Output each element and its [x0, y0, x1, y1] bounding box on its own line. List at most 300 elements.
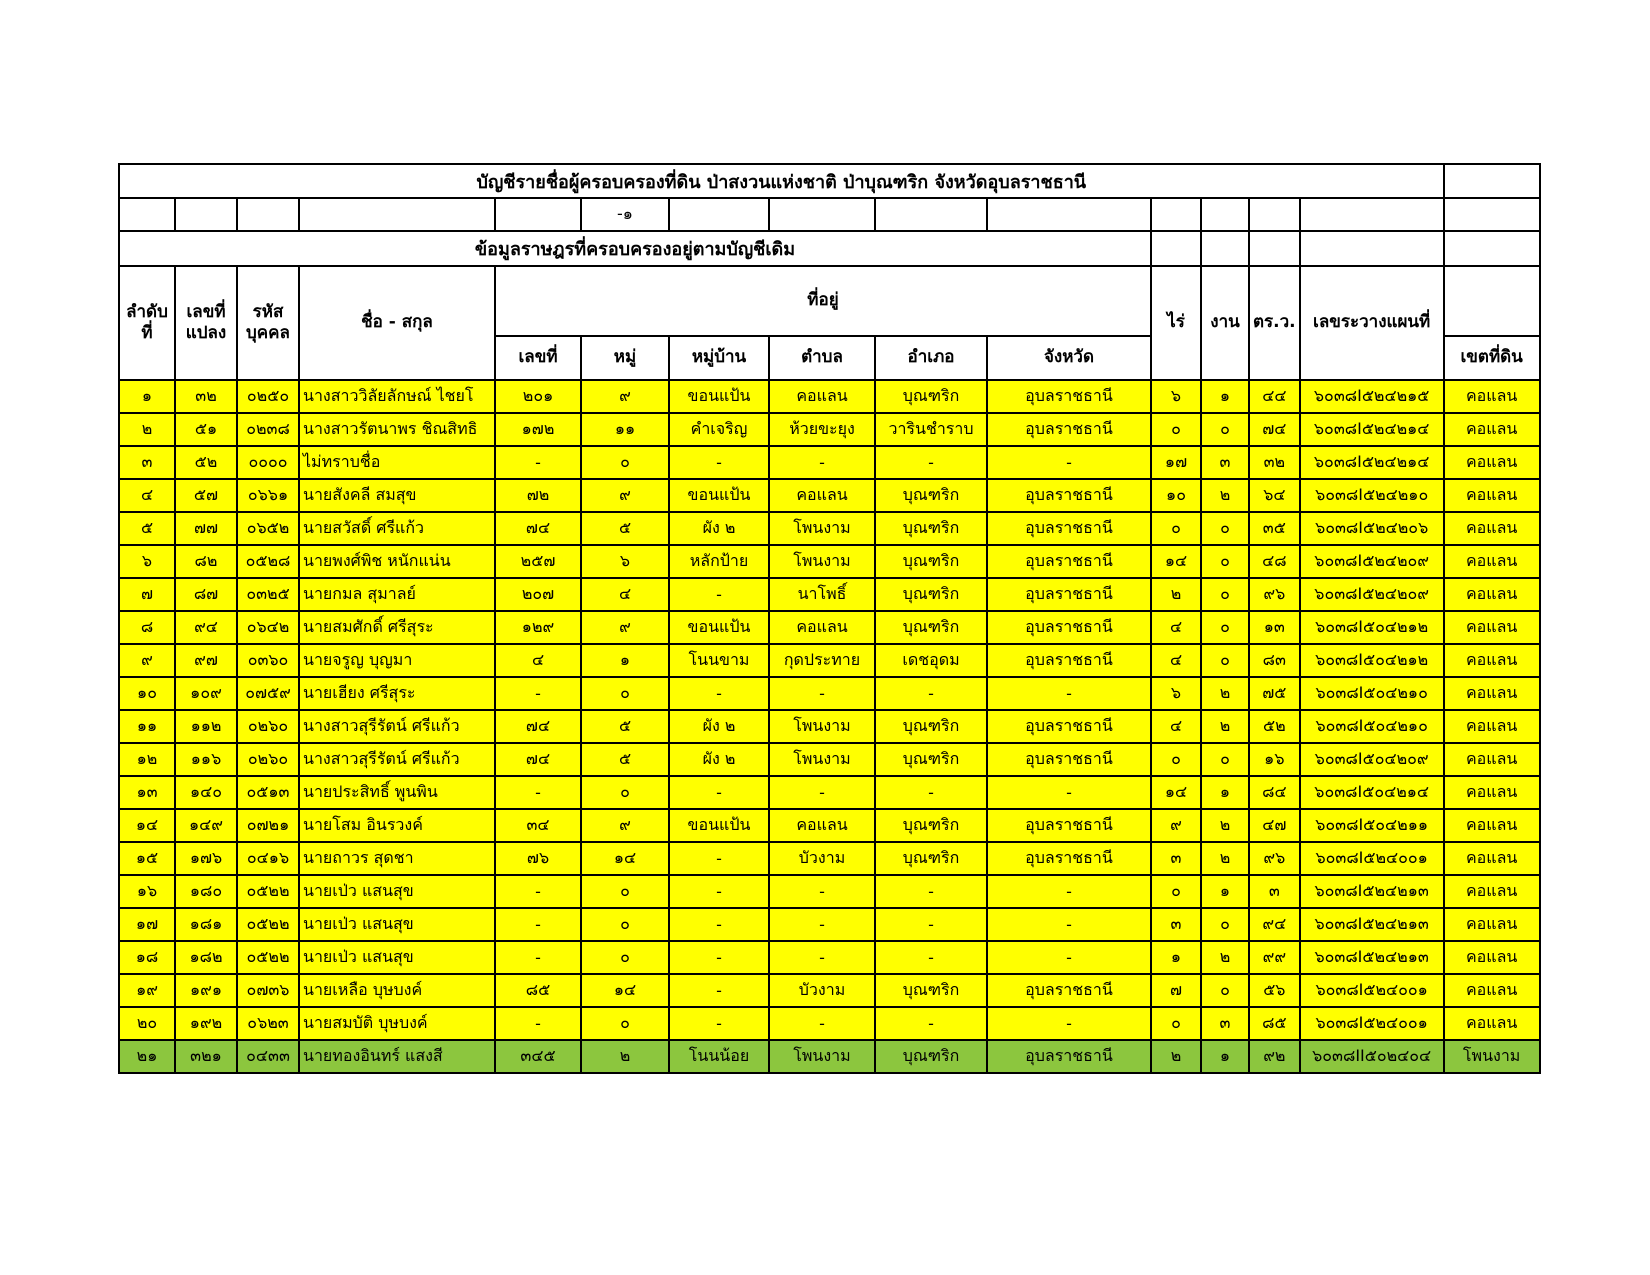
header-amphoe: อำเภอ — [875, 336, 987, 380]
cell: ๗๔ — [495, 512, 581, 545]
land-holders-table — [118, 163, 1541, 1074]
cell: นายเป่ว แสนสุข — [299, 908, 495, 941]
cell: ๔ — [1151, 710, 1201, 743]
cell: คอแลน — [1444, 578, 1540, 611]
cell: - — [769, 446, 875, 479]
cell: อุบลราชธานี — [987, 578, 1151, 611]
cell: ๙๔ — [175, 611, 237, 644]
cell: ๕๗ — [175, 479, 237, 512]
cell: บุณฑริก — [875, 545, 987, 578]
cell: ๖๐๓๘I๕๒๔๐๐๑ — [1300, 1007, 1444, 1040]
cell: ๒ — [1201, 941, 1249, 974]
cell: ๙ — [581, 611, 669, 644]
cell: ๑๒ — [119, 743, 175, 776]
cell: - — [495, 875, 581, 908]
cell: ๔ — [119, 479, 175, 512]
cell: ๒ — [1151, 1040, 1201, 1073]
cell: ๑๗๒ — [495, 413, 581, 446]
cell: - — [769, 776, 875, 809]
cell: ๗ — [1151, 974, 1201, 1007]
cell: ๖๐๓๘I๕๒๔๒๑๐ — [1300, 479, 1444, 512]
cell: นางสาวรัตนาพร ชิณสิทธิ — [299, 413, 495, 446]
cell: ๑๔๐ — [175, 776, 237, 809]
cell: ๔๘ — [1249, 545, 1300, 578]
cell: ขอนแป้น — [669, 611, 769, 644]
cell: ๑๔ — [119, 809, 175, 842]
cell: ๐๕๒๒ — [237, 941, 299, 974]
table-row — [119, 545, 1540, 578]
cell: - — [495, 941, 581, 974]
cell: ไม่ทราบชื่อ — [299, 446, 495, 479]
cell: คอแลน — [1444, 611, 1540, 644]
cell: อุบลราชธานี — [987, 479, 1151, 512]
cell: ๒๕๗ — [495, 545, 581, 578]
cell: นายถาวร สุดชา — [299, 842, 495, 875]
cell: ๓ — [1201, 446, 1249, 479]
cell: ๘๒ — [175, 545, 237, 578]
cell: คอแลน — [769, 479, 875, 512]
cell: - — [875, 875, 987, 908]
cell: - — [495, 446, 581, 479]
cell: อุบลราชธานี — [987, 413, 1151, 446]
cell: ๐๕๑๓ — [237, 776, 299, 809]
document-page — [118, 163, 1541, 1074]
table-row — [119, 941, 1540, 974]
cell: ๗๗ — [175, 512, 237, 545]
table-body — [119, 380, 1540, 1073]
cell: ๑๔๙ — [175, 809, 237, 842]
cell: ๑ — [1201, 776, 1249, 809]
cell: - — [669, 578, 769, 611]
cell: ๗๔ — [1249, 413, 1300, 446]
section-header-row — [119, 231, 1540, 266]
cell: ๙๖ — [1249, 842, 1300, 875]
cell: ๗๕ — [1249, 677, 1300, 710]
cell: นายสมบัติ บุษบงค์ — [299, 1007, 495, 1040]
cell: ๖๐๓๘I๕๐๔๒๑๐ — [1300, 710, 1444, 743]
cell: - — [769, 908, 875, 941]
cell: อุบลราชธานี — [987, 1040, 1151, 1073]
header-name: ชื่อ - สกุล — [299, 266, 495, 380]
cell: ๐๕๒๒ — [237, 908, 299, 941]
cell: ๘๓ — [1249, 644, 1300, 677]
cell: คอแลน — [1444, 479, 1540, 512]
header-person-code: รหัสบุคคล — [237, 266, 299, 380]
cell: นายกมล สุมาลย์ — [299, 578, 495, 611]
cell: ๐ — [581, 875, 669, 908]
cell: ๕๒ — [1249, 710, 1300, 743]
cell: - — [669, 941, 769, 974]
page-marker: -๑ — [581, 198, 669, 231]
cell: ๔๔ — [1249, 380, 1300, 413]
cell: - — [495, 908, 581, 941]
cell: โพนงาม — [769, 1040, 875, 1073]
cell: ๗๒ — [495, 479, 581, 512]
table-row — [119, 611, 1540, 644]
cell: บุณฑริก — [875, 743, 987, 776]
cell: คำเจริญ — [669, 413, 769, 446]
cell: ๒๐ — [119, 1007, 175, 1040]
cell: - — [987, 677, 1151, 710]
cell: ๗๖ — [495, 842, 581, 875]
cell: ๐ — [1151, 413, 1201, 446]
cell: ๗ — [119, 578, 175, 611]
cell: ๐ — [581, 677, 669, 710]
cell: คอแลน — [1444, 446, 1540, 479]
cell: ๖๐๓๘I๕๒๔๒๑๓ — [1300, 941, 1444, 974]
title-row-spacer-cell — [1444, 164, 1540, 198]
header-parcel-no: เลขที่แปลง — [175, 266, 237, 380]
cell: นายเป่ว แสนสุข — [299, 875, 495, 908]
cell: ๒๐๗ — [495, 578, 581, 611]
cell: - — [769, 875, 875, 908]
cell: ๕๒ — [175, 446, 237, 479]
header-rai: ไร่ — [1151, 266, 1201, 380]
cell: ผัง ๒ — [669, 743, 769, 776]
cell: ๑๔ — [1151, 545, 1201, 578]
header-province: จังหวัด — [987, 336, 1151, 380]
cell: คอแลน — [1444, 842, 1540, 875]
cell: คอแลน — [1444, 809, 1540, 842]
cell: อุบลราชธานี — [987, 710, 1151, 743]
cell: - — [669, 908, 769, 941]
cell: ๑๖ — [119, 875, 175, 908]
cell: ๖๐๓๘I๕๒๔๒๑๓ — [1300, 908, 1444, 941]
cell: ๖๐๓๘I๕๒๔๒๑๔ — [1300, 446, 1444, 479]
cell: วารินชำราบ — [875, 413, 987, 446]
cell: ๐๒๖๐ — [237, 710, 299, 743]
cell: ผัง ๒ — [669, 710, 769, 743]
header-village: หมู่บ้าน — [669, 336, 769, 380]
cell: ๙๔ — [1249, 908, 1300, 941]
cell: นายสวัสดิ์ ศรีแก้ว — [299, 512, 495, 545]
cell: อุบลราชธานี — [987, 842, 1151, 875]
cell: คอแลน — [1444, 908, 1540, 941]
header-ngan: งาน — [1201, 266, 1249, 380]
cell: - — [987, 1007, 1151, 1040]
table-row — [119, 479, 1540, 512]
cell: บุณฑริก — [875, 479, 987, 512]
cell: ๐ — [1151, 512, 1201, 545]
cell: ๑๘ — [119, 941, 175, 974]
cell: นายเหลือ บุษบงค์ — [299, 974, 495, 1007]
cell: อุบลราชธานี — [987, 644, 1151, 677]
cell: ๑๘๑ — [175, 908, 237, 941]
cell: ๕ — [581, 710, 669, 743]
cell: คอแลน — [769, 380, 875, 413]
cell: ๐ — [581, 908, 669, 941]
cell: ๓๒ — [1249, 446, 1300, 479]
cell: คอแลน — [1444, 875, 1540, 908]
cell: ขอนแป้น — [669, 809, 769, 842]
cell: ผัง ๒ — [669, 512, 769, 545]
cell: คอแลน — [1444, 776, 1540, 809]
cell: ๕๖ — [1249, 974, 1300, 1007]
cell: ๖๐๓๘II๕๐๒๔๐๔ — [1300, 1040, 1444, 1073]
cell: โพนงาม — [769, 512, 875, 545]
table-row — [119, 578, 1540, 611]
header-moo: หมู่ — [581, 336, 669, 380]
cell: - — [495, 776, 581, 809]
cell: ๔ — [1151, 644, 1201, 677]
cell: บุณฑริก — [875, 974, 987, 1007]
cell: นายเฮียง ศรีสุระ — [299, 677, 495, 710]
cell: กุดประทาย — [769, 644, 875, 677]
cell: ขอนแป้น — [669, 380, 769, 413]
cell: นายทองอินทร์ แสงสี — [299, 1040, 495, 1073]
header-map-sheet: เลขระวางแผนที่ — [1300, 266, 1444, 380]
cell: โพนงาม — [769, 743, 875, 776]
table-row — [119, 743, 1540, 776]
cell: นางสาวสุรีรัตน์ ศรีแก้ว — [299, 710, 495, 743]
table-row — [119, 842, 1540, 875]
cell: ๑๑๒ — [175, 710, 237, 743]
cell: ๐๕๒๒ — [237, 875, 299, 908]
cell: ๙ — [581, 380, 669, 413]
table-row — [119, 446, 1540, 479]
cell: ๑๔ — [1151, 776, 1201, 809]
cell: ๘๕ — [1249, 1007, 1300, 1040]
cell: ๙ — [1151, 809, 1201, 842]
cell: นายพงศ์พิช หนักแน่น — [299, 545, 495, 578]
cell: ๓๔๕ — [495, 1040, 581, 1073]
cell: ๐ — [1201, 512, 1249, 545]
cell: โพนงาม — [769, 710, 875, 743]
cell: โนนน้อย — [669, 1040, 769, 1073]
cell: - — [875, 446, 987, 479]
cell: - — [495, 1007, 581, 1040]
cell: บุณฑริก — [875, 512, 987, 545]
cell: คอแลน — [769, 611, 875, 644]
cell: ๗๔ — [495, 710, 581, 743]
cell: คอแลน — [1444, 545, 1540, 578]
cell: ๑๔ — [581, 974, 669, 1007]
cell: ๓๕ — [1249, 512, 1300, 545]
cell: ๑๘๐ — [175, 875, 237, 908]
cell: อุบลราชธานี — [987, 743, 1151, 776]
cell: ๒๐๑ — [495, 380, 581, 413]
cell: หลักป้าย — [669, 545, 769, 578]
cell: ๐ — [581, 776, 669, 809]
cell: นายจรูญ บุญมา — [299, 644, 495, 677]
cell: ๑ — [1201, 380, 1249, 413]
cell: ๖๐๓๘I๕๒๔๒๐๙ — [1300, 578, 1444, 611]
cell: ๑๙๒ — [175, 1007, 237, 1040]
cell: ๓๒๑ — [175, 1040, 237, 1073]
cell: ๖๐๓๘I๕๐๔๒๑๐ — [1300, 677, 1444, 710]
cell: ๐๗๕๙ — [237, 677, 299, 710]
column-headers-main — [119, 266, 1540, 336]
cell: ๐ — [1151, 743, 1201, 776]
cell: อุบลราชธานี — [987, 611, 1151, 644]
cell: บุณฑริก — [875, 1040, 987, 1073]
cell: นางสาวสุรีรัตน์ ศรีแก้ว — [299, 743, 495, 776]
cell: อุบลราชธานี — [987, 380, 1151, 413]
cell: ๒ — [1201, 479, 1249, 512]
cell: ๐๓๒๕ — [237, 578, 299, 611]
cell: ๖๐๓๘I๕๒๔๒๑๔ — [1300, 413, 1444, 446]
cell: คอแลน — [1444, 941, 1540, 974]
page-number-row — [119, 198, 1540, 231]
cell: ๑ — [581, 644, 669, 677]
table-row — [119, 1040, 1540, 1073]
cell: โพนงาม — [1444, 1040, 1540, 1073]
cell: - — [875, 776, 987, 809]
cell: ๑๑๖ — [175, 743, 237, 776]
cell: ๐๖๖๑ — [237, 479, 299, 512]
cell: อุบลราชธานี — [987, 545, 1151, 578]
cell: ๖๐๓๘I๕๒๔๐๐๑ — [1300, 842, 1444, 875]
cell: ๑๐๙ — [175, 677, 237, 710]
cell: ๘๔ — [1249, 776, 1300, 809]
header-address-no: เลขที่ — [495, 336, 581, 380]
cell: คอแลน — [1444, 677, 1540, 710]
header-address-group: ที่อยู่ — [495, 266, 1151, 336]
cell: - — [669, 446, 769, 479]
cell: ๒ — [119, 413, 175, 446]
table-row — [119, 677, 1540, 710]
cell: ๒ — [1201, 842, 1249, 875]
cell: ๗๔ — [495, 743, 581, 776]
cell: ๑๒๙ — [495, 611, 581, 644]
cell: ๙๙ — [1249, 941, 1300, 974]
cell: ๑ — [119, 380, 175, 413]
cell: ๑๑ — [581, 413, 669, 446]
cell: นาโพธิ์ — [769, 578, 875, 611]
cell: คอแลน — [1444, 380, 1540, 413]
cell: ๘ — [119, 611, 175, 644]
cell: ๐ — [581, 446, 669, 479]
cell: ๑๖ — [1249, 743, 1300, 776]
cell: บัวงาม — [769, 842, 875, 875]
cell: โพนงาม — [769, 545, 875, 578]
cell: ๐ — [1201, 578, 1249, 611]
cell: ๖ — [1151, 677, 1201, 710]
header-land-zone: เขตที่ดิน — [1444, 336, 1540, 380]
cell: ๓ — [1201, 1007, 1249, 1040]
cell: ๕๑ — [175, 413, 237, 446]
cell: ๖ — [119, 545, 175, 578]
cell: ๐๔๑๖ — [237, 842, 299, 875]
cell: นายเป่ว แสนสุข — [299, 941, 495, 974]
cell: ๑๓ — [1249, 611, 1300, 644]
cell: บุณฑริก — [875, 380, 987, 413]
cell: ๑๙ — [119, 974, 175, 1007]
cell: ๙๒ — [1249, 1040, 1300, 1073]
cell: ๕ — [119, 512, 175, 545]
table-row — [119, 512, 1540, 545]
cell: - — [875, 677, 987, 710]
cell: - — [769, 941, 875, 974]
cell: ๐ — [1201, 908, 1249, 941]
cell: นางสาววิลัยลักษณ์ ไชยโ — [299, 380, 495, 413]
cell: อุบลราชธานี — [987, 974, 1151, 1007]
cell: ๖๐๓๘I๕๐๔๒๐๙ — [1300, 743, 1444, 776]
cell: ๖๐๓๘I๕๐๔๒๑๒ — [1300, 644, 1444, 677]
cell: คอแลน — [1444, 743, 1540, 776]
cell: ๖๐๓๘I๕๒๔๒๐๙ — [1300, 545, 1444, 578]
cell: ๐๒๕๐ — [237, 380, 299, 413]
cell: นายโสม อินรวงค์ — [299, 809, 495, 842]
cell: ๒ — [1151, 578, 1201, 611]
cell: ๙ — [581, 809, 669, 842]
cell: ๓๒ — [175, 380, 237, 413]
cell: ๔๗ — [1249, 809, 1300, 842]
cell: ๖ — [581, 545, 669, 578]
cell: ๐ — [1201, 413, 1249, 446]
cell: ๐๕๒๘ — [237, 545, 299, 578]
cell: ๔ — [495, 644, 581, 677]
cell: ๐๗๒๑ — [237, 809, 299, 842]
cell: ๔ — [1151, 611, 1201, 644]
cell: ๑ — [1201, 875, 1249, 908]
cell: - — [875, 908, 987, 941]
cell: ๑๗ — [1151, 446, 1201, 479]
cell: คอแลน — [769, 809, 875, 842]
cell: ๙ — [581, 479, 669, 512]
cell: ๘๗ — [175, 578, 237, 611]
cell: คอแลน — [1444, 413, 1540, 446]
cell: ๑๗๖ — [175, 842, 237, 875]
cell: ๐๒๓๘ — [237, 413, 299, 446]
cell: - — [769, 1007, 875, 1040]
cell: นายสมศักดิ์ ศรีสุระ — [299, 611, 495, 644]
cell: ๖๐๓๘I๕๐๔๒๑๑ — [1300, 809, 1444, 842]
table-row — [119, 710, 1540, 743]
cell: ๙๗ — [175, 644, 237, 677]
table-row — [119, 413, 1540, 446]
cell: ๖๐๓๘I๕๒๔๒๐๖ — [1300, 512, 1444, 545]
header-no: ลำดับที่ — [119, 266, 175, 380]
cell: ๕ — [581, 743, 669, 776]
cell: ขอนแป้น — [669, 479, 769, 512]
cell: บุณฑริก — [875, 710, 987, 743]
cell: คอแลน — [1444, 512, 1540, 545]
cell: ๒๑ — [119, 1040, 175, 1073]
cell: ๙๖ — [1249, 578, 1300, 611]
cell: นายประสิทธิ์ พูนพิน — [299, 776, 495, 809]
cell: ๐๔๓๓ — [237, 1040, 299, 1073]
cell: ๐๖๒๓ — [237, 1007, 299, 1040]
cell: ๓ — [1249, 875, 1300, 908]
cell: ๑๑ — [119, 710, 175, 743]
cell: ๒ — [1201, 809, 1249, 842]
cell: ๑๘๒ — [175, 941, 237, 974]
table-row — [119, 875, 1540, 908]
cell: คอแลน — [1444, 1007, 1540, 1040]
header-sq-wa: ตร.ว. — [1249, 266, 1300, 380]
cell: ๑๓ — [119, 776, 175, 809]
cell: - — [987, 941, 1151, 974]
cell: เดชอุดม — [875, 644, 987, 677]
cell: บุณฑริก — [875, 578, 987, 611]
cell: ๖๐๓๘I๕๐๔๒๑๒ — [1300, 611, 1444, 644]
cell: ๐ — [1201, 611, 1249, 644]
cell: ๑๐ — [1151, 479, 1201, 512]
document-title: บัญชีรายชื่อผู้ครอบครองที่ดิน ป่าสงวนแห่งชาติ ป่าบุณฑริก จังหวัดอุบลราชธานี — [119, 164, 1444, 198]
cell: ๖ — [1151, 380, 1201, 413]
cell: ๐ — [1201, 743, 1249, 776]
table-row — [119, 1007, 1540, 1040]
cell: ๐ — [1151, 1007, 1201, 1040]
cell: ๘๕ — [495, 974, 581, 1007]
cell: ๑๗ — [119, 908, 175, 941]
cell: ๐๓๖๐ — [237, 644, 299, 677]
cell: อุบลราชธานี — [987, 809, 1151, 842]
cell: - — [875, 941, 987, 974]
cell: - — [669, 842, 769, 875]
cell: คอแลน — [1444, 710, 1540, 743]
